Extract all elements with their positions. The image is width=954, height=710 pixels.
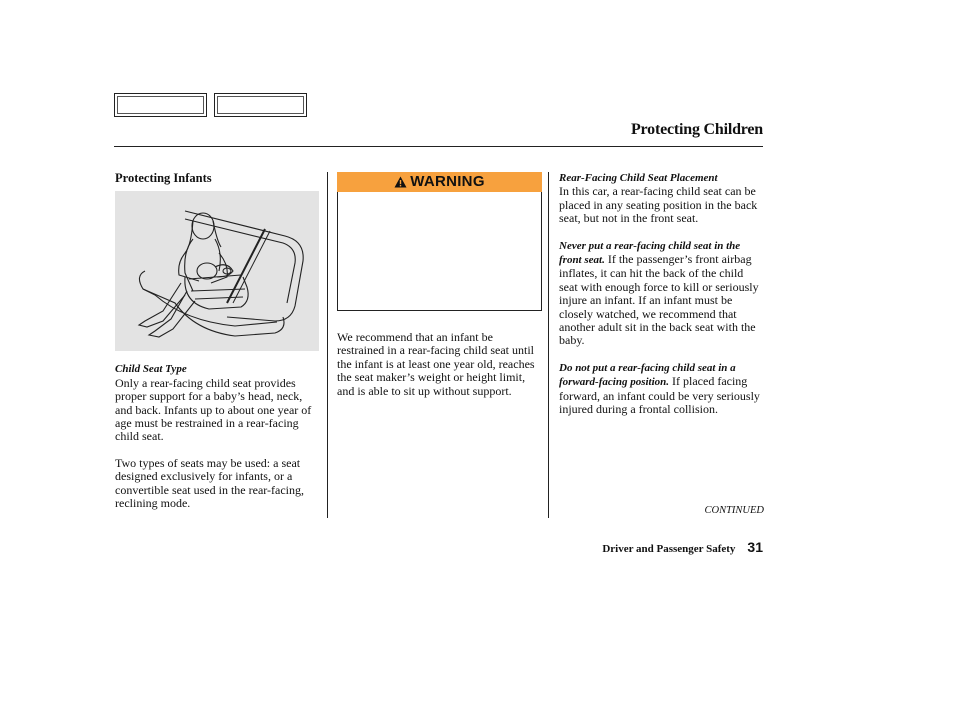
- section-name: Driver and Passenger Safety: [602, 543, 736, 555]
- column-left: [115, 172, 320, 510]
- header-rule: [114, 146, 763, 147]
- column-right: [559, 172, 764, 417]
- warning-triangle-icon: [394, 176, 407, 188]
- paragraph: [559, 239, 764, 348]
- nav-button-next[interactable]: [214, 93, 307, 117]
- paragraph: We recommend that an infant be restrained in a rear-facing child seat until the infant is at least one year old, reaches the seat maker’s weight or height limit, and is able to sit up without support.: [337, 330, 535, 398]
- paragraph-body: If placed facing forward, an infant could be very seriously injured during a frontal collision.: [559, 374, 760, 417]
- page-number: 31: [747, 539, 763, 555]
- emphasis: Never put a rear-facing child seat in the front seat.: [559, 239, 741, 267]
- warning-label: WARNING: [410, 173, 485, 191]
- infant-seat-drawing: [115, 191, 319, 351]
- column-middle: [337, 172, 542, 398]
- paragraph: In this car, a rear-facing child seat can be placed in any seating position in the back seat, but not in the front seat.: [559, 184, 758, 226]
- paragraph-body: If the passenger’s front airbag inflates, it can hit the back of the child seat with enough force to kill or seriously injure an infant. If an infant must be closely watched, we recommend that another adult sit in the back seat with the baby.: [559, 252, 759, 348]
- paragraph: [559, 361, 764, 417]
- continued-label: CONTINUED: [704, 505, 764, 516]
- warning-banner: [337, 172, 542, 192]
- section-heading: Protecting Infants: [115, 171, 212, 185]
- infant-seat-illustration: [115, 191, 319, 351]
- page-title: Protecting Children: [630, 121, 763, 138]
- emphasis: Do not put a rear-facing child seat in a forward-facing position.: [559, 361, 736, 389]
- column-divider: [548, 172, 549, 518]
- warning-box: [337, 192, 542, 311]
- column-divider: [327, 172, 328, 518]
- paragraph: Only a rear-facing child seat provides proper support for a baby’s head, neck, and back. Infants up to about one year of age must be restrained in a rear-facing child seat.: [115, 375, 312, 444]
- subheading: Rear-Facing Child Seat Placement: [559, 172, 718, 184]
- subheading: Child Seat Type: [115, 363, 187, 376]
- page-footer: [602, 539, 763, 555]
- paragraph: Two types of seats may be used: a seat designed exclusively for infants, or a convertible seat used in the rear-facing, reclining mode.: [115, 455, 305, 511]
- nav-button-previous[interactable]: [114, 93, 207, 117]
